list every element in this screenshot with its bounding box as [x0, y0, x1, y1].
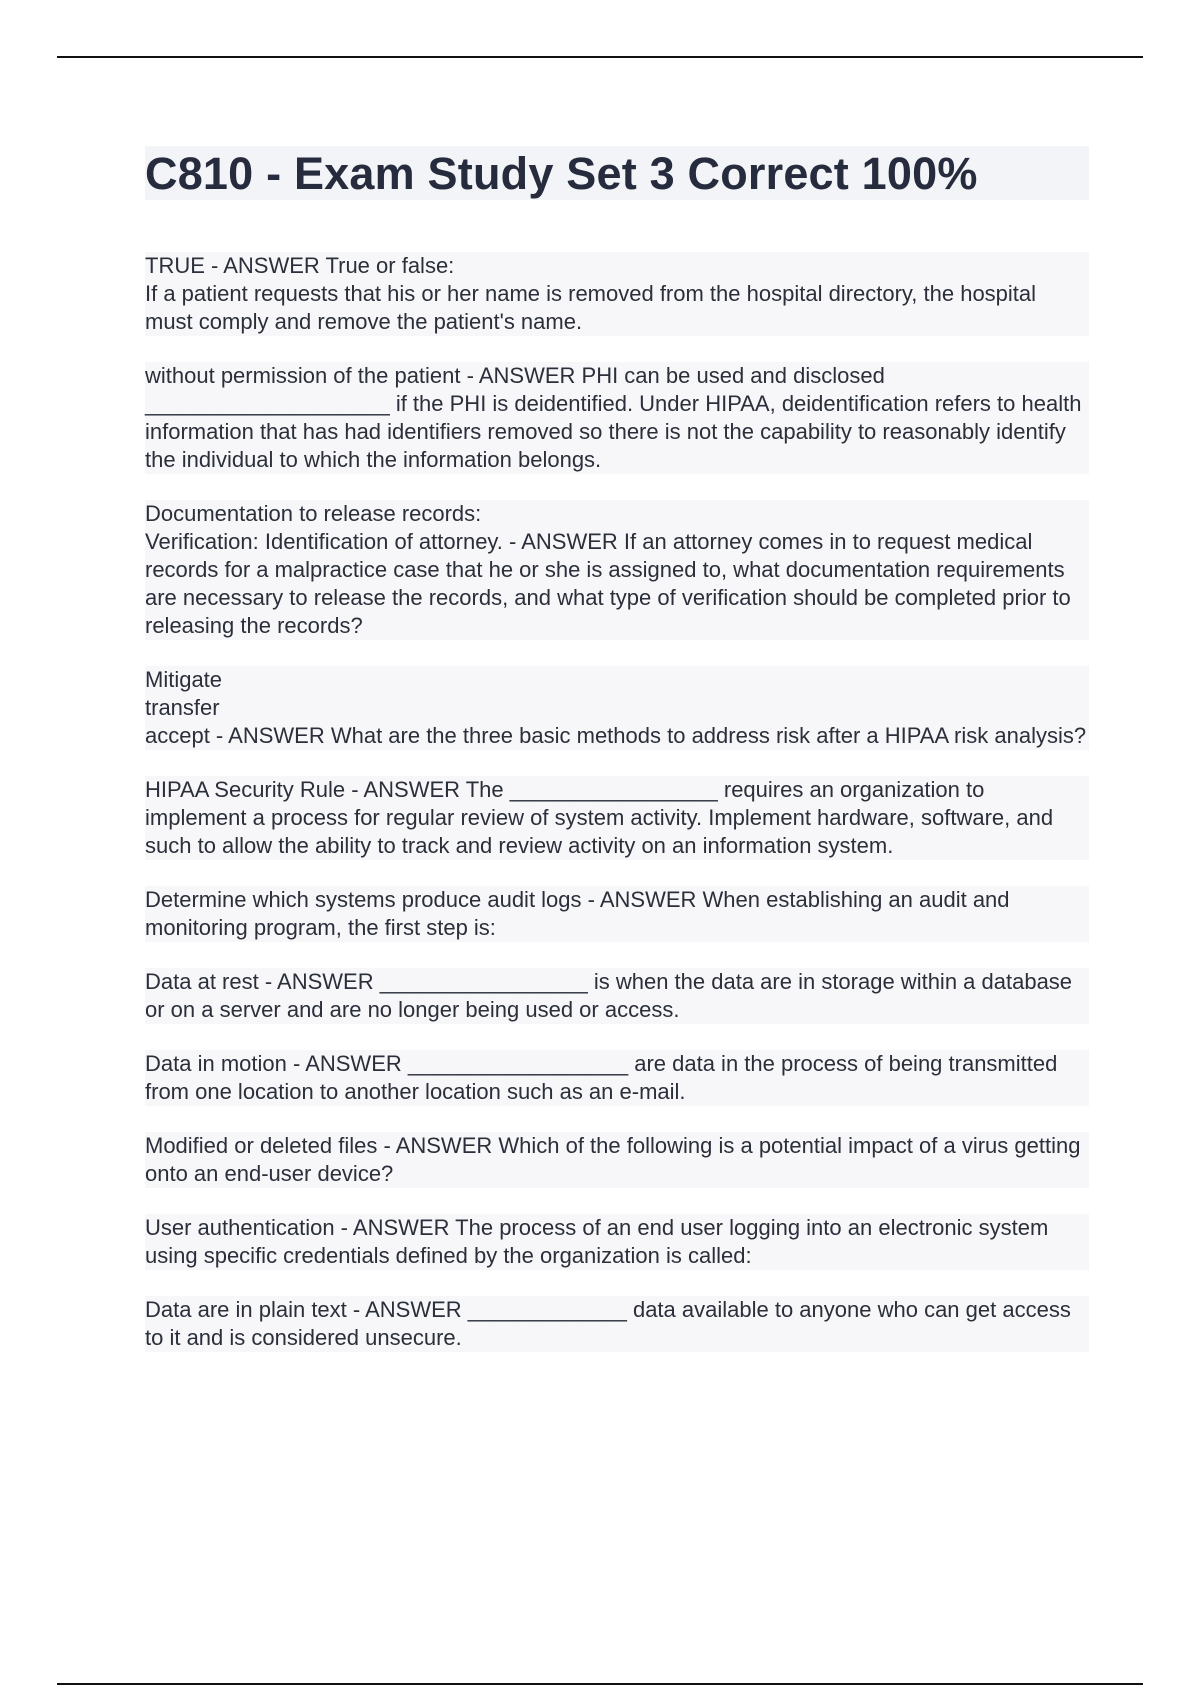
- qa-entry-6: Determine which systems produce audit logs - ANSWER When establishing an audit and monitoring program, the first step is:: [145, 886, 1089, 942]
- top-rule: [57, 56, 1143, 58]
- qa-entry-8: Data in motion - ANSWER __________________ are data in the process of being transmitted from one location to another location such as an e-mail.: [145, 1050, 1089, 1106]
- qa-entry-4: Mitigate transfer accept - ANSWER What are the three basic methods to address risk after a HIPAA risk analysis?: [145, 666, 1089, 750]
- qa-entry-7: Data at rest - ANSWER _________________ is when the data are in storage within a database or on a server and are no longer being used or access.: [145, 968, 1089, 1024]
- qa-entry-3: Documentation to release records: Verification: Identification of attorney. - ANSWER If an attorney comes in to request medical records for a malpractice case that he or she is assigned to, what documentation requirements are necessary to release the records, and what type of verification should be completed prior to releasing the records?: [145, 500, 1089, 640]
- qa-entry-2: without permission of the patient - ANSWER PHI can be used and disclosed ____________________ if the PHI is deidentified. Under HIPAA, deidentification refers to health information that has had identifiers removed so there is not the capability to reasonably identify the individual to which the information belongs.: [145, 363, 1088, 472]
- qa-list: [145, 252, 1089, 1352]
- document-body: [145, 146, 1089, 1378]
- qa-entry-5: HIPAA Security Rule - ANSWER The _________________ requires an organization to implement a process for regular review of system activity. Implement hardware, software, and such to allow the ability to track and review activity on an information system.: [145, 776, 1089, 860]
- qa-entry-1: TRUE - ANSWER True or false: If a patient requests that his or her name is removed from the hospital directory, the hospital must comply and remove the patient's name.: [145, 252, 1089, 336]
- qa-entry-11: Data are in plain text - ANSWER _____________ data available to anyone who can get access to it and is considered unsecure.: [145, 1296, 1089, 1352]
- document-title: C810 - Exam Study Set 3 Correct 100%: [145, 146, 1089, 200]
- bottom-rule: [57, 1683, 1143, 1685]
- qa-entry-10: User authentication - ANSWER The process of an end user logging into an electronic system using specific credentials defined by the organization is called:: [145, 1214, 1089, 1270]
- qa-entry-9: Modified or deleted files - ANSWER Which of the following is a potential impact of a virus getting onto an end-user device?: [145, 1132, 1089, 1188]
